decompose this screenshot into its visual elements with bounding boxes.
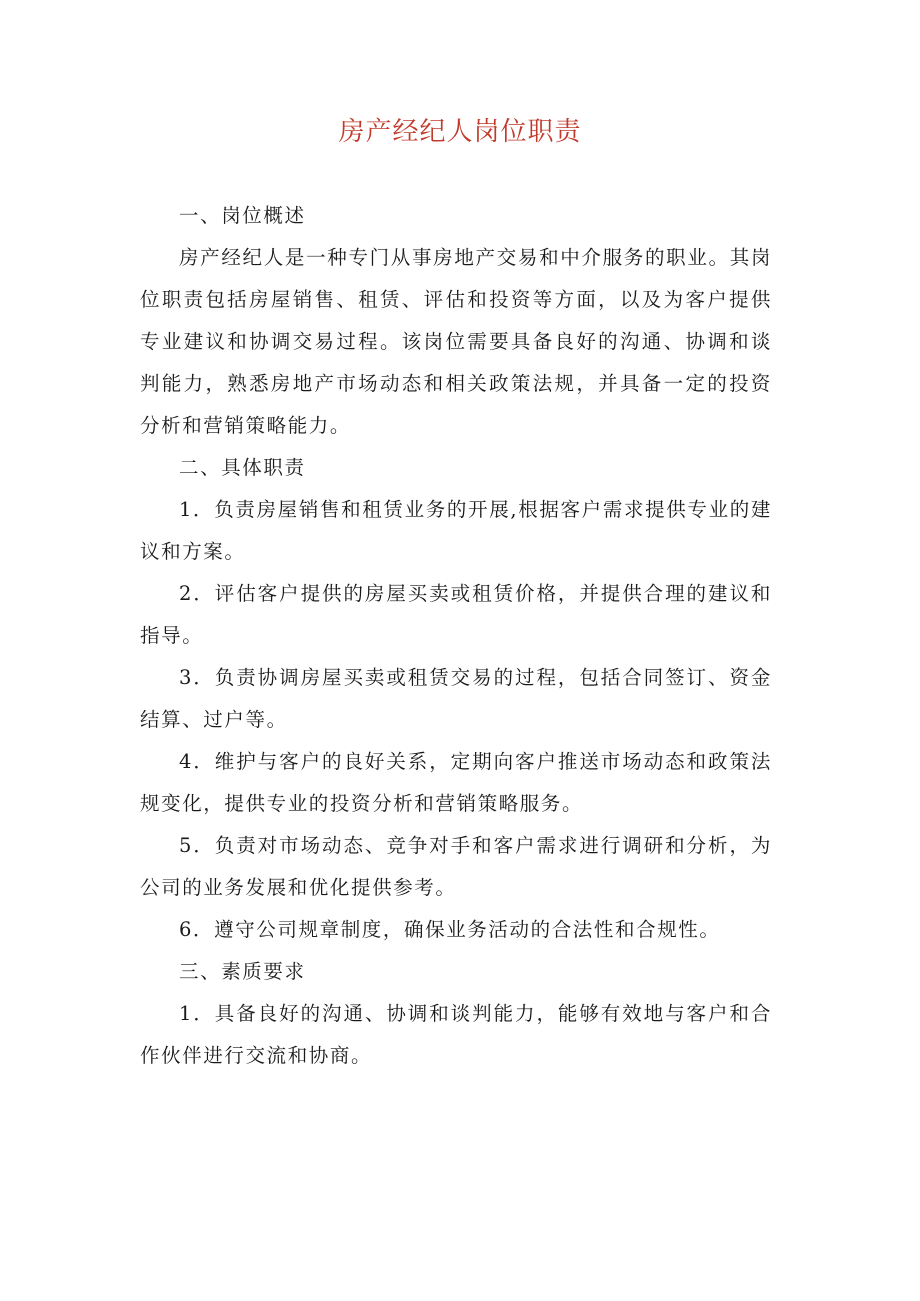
- duty-item-3: 3．负责协调房屋买卖或租赁交易的过程，包括合同签订、资金结算、过户等。: [140, 666, 772, 731]
- document-title: 房产经纪人岗位职责: [338, 117, 582, 147]
- document-body: [140, 195, 772, 1077]
- section-heading-overview: 一、岗位概述: [179, 204, 306, 227]
- section-heading-duties: 二、具体职责: [179, 456, 306, 479]
- overview-paragraph: 房产经纪人是一种专门从事房地产交易和中介服务的职业。其岗位职责包括房屋销售、租赁、评估和投资等方面，以及为客户提供专业建议和协调交易过程。该岗位需要具备良好的沟通、协调和谈判能力，熟悉房地产市场动态和相关政策法规，并具备一定的投资分析和营销策略能力。: [140, 246, 772, 437]
- duty-item-5: 5．负责对市场动态、竞争对手和客户需求进行调研和分析，为公司的业务发展和优化提供参考。: [140, 834, 772, 899]
- duty-item-4: 4．维护与客户的良好关系，定期向客户推送市场动态和政策法规变化，提供专业的投资分析和营销策略服务。: [140, 750, 772, 815]
- duty-item-2: 2．评估客户提供的房屋买卖或租赁价格，并提供合理的建议和指导。: [140, 582, 772, 647]
- duty-item-6: 6．遵守公司规章制度，确保业务活动的合法性和合规性。: [179, 918, 721, 941]
- duty-item-1: 1．负责房屋销售和租赁业务的开展,根据客户需求提供专业的建议和方案。: [140, 498, 772, 563]
- section-heading-requirements: 三、素质要求: [179, 960, 306, 983]
- requirement-item-1: 1．具备良好的沟通、协调和谈判能力，能够有效地与客户和合作伙伴进行交流和协商。: [140, 1002, 772, 1067]
